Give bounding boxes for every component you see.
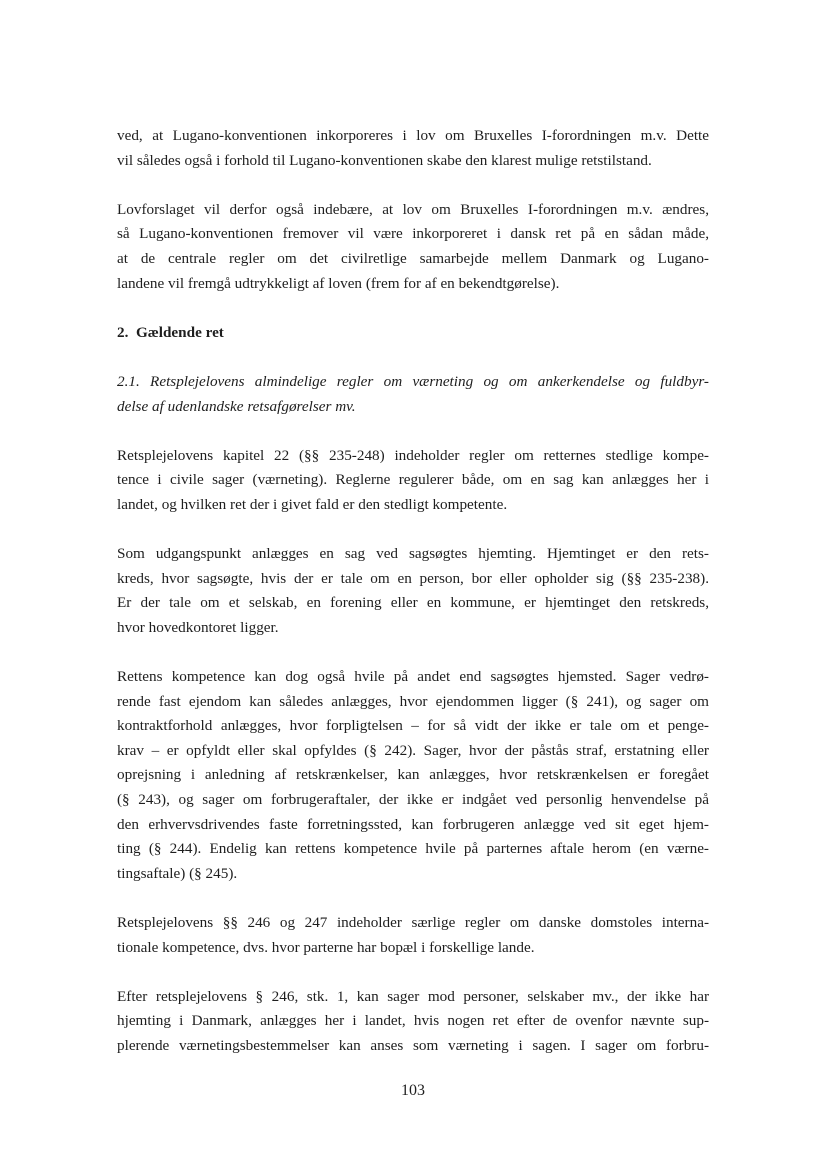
text-line: krav – er opfyldt eller skal opfyldes (§ 242). Sager, hvor der påstås straf, erstatning eller — [117, 741, 709, 759]
text-line: hvor hovedkontoret ligger. — [117, 618, 279, 636]
section-heading: 2. Gældende ret — [117, 323, 224, 341]
text-line: landet, og hvilken ret der i givet fald er den stedligt kompetente. — [117, 495, 508, 513]
paragraph — [117, 124, 709, 173]
text-line: kontraktforhold anlægges, hvor forpligtelsen – for så vidt der ikke er tale om et penge- — [117, 717, 709, 735]
text-line: (§ 243), og sager om forbrugeraftaler, der ikke er indgået ved personlig henvendelse på — [117, 791, 709, 809]
text-line: hjemting i Danmark, anlægges her i landet, hvis nogen ret efter de ovenfor nævnte sup- — [117, 1012, 709, 1030]
text-line: tingsaftale) (§ 245). — [117, 864, 238, 882]
text-line: vil således også i forhold til Lugano-konventionen skabe den klarest mulige retstilstand. — [117, 151, 652, 169]
text-line: den erhvervsdrivendes faste forretningssted, kan forbrugeren anlægge ved sit eget hjem- — [117, 815, 709, 833]
text-line: Som udgangspunkt anlægges en sag ved sagsøgtes hjemting. Hjemtinget er den rets- — [117, 545, 709, 563]
paragraph — [117, 198, 709, 296]
text-line: så Lugano-konventionen fremover vil være inkorporeret i dansk ret på en sådan måde, — [117, 225, 709, 243]
text-line: oprejsning i anledning af retskrænkelser, kan anlægges, hvor retskrænkelsen er foregået — [117, 766, 709, 784]
text-line: delse af udenlandske retsafgørelser mv. — [117, 397, 356, 415]
subsection-heading — [117, 370, 709, 419]
page-number: 103 — [401, 1082, 425, 1099]
paragraph — [117, 911, 709, 960]
text-line: Retsplejelovens §§ 246 og 247 indeholder særlige regler om danske domstoles interna- — [117, 914, 709, 931]
text-line: plerende værnetingsbestemmelser kan anses som værneting i sagen. I sager om forbru- — [117, 1036, 709, 1054]
text-line: at de centrale regler om det civilretlige samarbejde mellem Danmark og Lugano- — [117, 249, 709, 267]
text-line: Er der tale om et selskab, en forening eller en kommune, er hjemtinget den retskreds, — [117, 594, 709, 612]
text-line: rende fast ejendom kan således anlægges, hvor ejendommen ligger (§ 241), og sager om — [117, 692, 709, 710]
paragraph — [117, 985, 709, 1059]
text-line: ved, at Lugano-konventionen inkorporeres i lov om Bruxelles I-forordningen m.v. Dette — [117, 127, 709, 144]
text-line: Rettens kompetence kan dog også hvile på andet end sagsøgtes hjemsted. Sager vedrø- — [117, 668, 709, 686]
text-line: Retsplejelovens kapitel 22 (§§ 235-248) indeholder regler om retternes stedlige kompe- — [117, 446, 709, 464]
text-line: Lovforslaget vil derfor også indebære, at lov om Bruxelles I-forordningen m.v. ændres, — [117, 200, 709, 218]
page-body — [117, 124, 709, 1059]
paragraph — [117, 444, 709, 518]
text-line: ting (§ 244). Endelig kan rettens kompetence hvile på parternes aftale herom (en værne- — [117, 840, 709, 858]
paragraph — [117, 542, 709, 640]
text-line: landene vil fremgå udtrykkeligt af loven (frem for af en bekendtgørelse). — [117, 274, 560, 292]
text-line: kreds, hvor sagsøgte, hvis der er tale om en person, bor eller opholder sig (§§ 235-238). — [117, 569, 709, 587]
paragraph — [117, 665, 709, 886]
text-line: Efter retsplejelovens § 246, stk. 1, kan sager mod personer, selskaber mv., der ikke har — [117, 987, 709, 1005]
text-line: 2.1. Retsplejelovens almindelige regler om værneting og om ankerkendelse og fuldbyr- — [117, 372, 709, 390]
text-line: tence i civile sager (værneting). Reglerne regulerer både, om en sag kan anlægges her i — [117, 471, 709, 489]
text-line: tionale kompetence, dvs. hvor parterne har bopæl i forskellige lande. — [117, 938, 535, 956]
